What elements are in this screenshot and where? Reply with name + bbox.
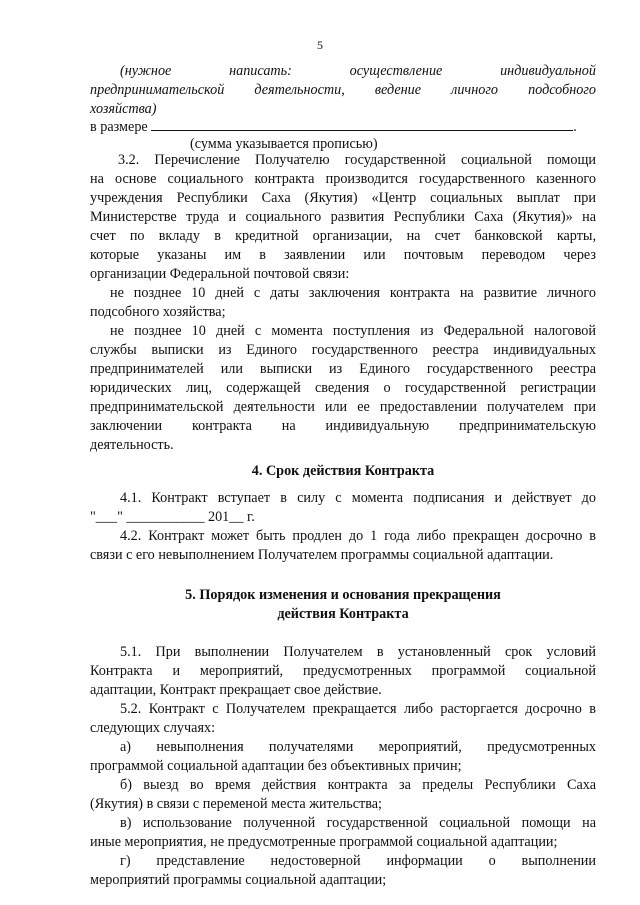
- note-line-1: (нужное написать: осуществление индивидуальной: [120, 63, 596, 79]
- section-5-heading-line-2: действия Контракта: [277, 606, 409, 622]
- item-deadline-2-line-3: предпринимателей или выписки из Единого государственного реестра: [90, 361, 596, 377]
- amount-line: [90, 117, 596, 137]
- item-g-line-1: г) представление недостоверной информации о выполнении: [120, 853, 596, 869]
- note-line-3: хозяйства): [90, 101, 157, 117]
- para-5-1-line-2: Контракта и мероприятий, предусмотренных программой социальной: [90, 663, 596, 679]
- item-a-line-2: программой социальной адаптации без объективных причин;: [90, 758, 462, 774]
- note-line-2: предпринимательской деятельности, ведение личного подсобного: [90, 82, 596, 98]
- item-deadline-1-line-2: подсобного хозяйства;: [90, 304, 226, 320]
- para-5-2-line-1: 5.2. Контракт с Получателем прекращается либо расторгается досрочно в: [120, 701, 596, 717]
- amount-hint: (сумма указывается прописью): [190, 136, 378, 152]
- para-4-1-line-1: 4.1. Контракт вступает в силу с момента подписания и действует до: [120, 490, 596, 506]
- para-3-2-line-5: счет по вкладу в кредитной организации, на счет банковской карты,: [90, 228, 596, 244]
- para-3-2-line-1: 3.2. Перечисление Получателю государственной социальной помощи: [118, 152, 596, 168]
- item-deadline-2-line-2: службы выписки из Единого государственного реестра индивидуальных: [90, 342, 596, 358]
- para-3-2-line-4: Министерстве труда и социального развития Республики Саха (Якутия)» на: [90, 209, 596, 225]
- para-3-2-line-6: которые указаны им в заявлении или почтовым переводом через: [90, 247, 596, 263]
- para-5-1-line-1: 5.1. При выполнении Получателем в установленный срок условий: [120, 644, 596, 660]
- item-deadline-2-line-1: не позднее 10 дней с момента поступления из Федеральной налоговой: [110, 323, 596, 339]
- amount-underline: [151, 117, 573, 131]
- amount-dot: .: [573, 119, 577, 135]
- para-5-1-line-3: адаптации, Контракт прекращает свое действие.: [90, 682, 382, 698]
- amount-label: в размере: [90, 119, 148, 135]
- item-deadline-2-line-6: заключении контракта на индивидуальную предпринимательскую: [90, 418, 596, 434]
- item-b-line-2: (Якутия) в связи с переменой места жительства;: [90, 796, 382, 812]
- para-3-2-line-7: организации Федеральной почтовой связи:: [90, 266, 350, 282]
- para-3-2-line-2: на основе социального контракта производится государственного казенного: [90, 171, 596, 187]
- para-4-2-line-1: 4.2. Контракт может быть продлен до 1 года либо прекращен досрочно в: [120, 528, 596, 544]
- section-5-heading-line-1: 5. Порядок изменения и основания прекращения: [185, 587, 501, 603]
- item-deadline-2-line-7: деятельность.: [90, 437, 174, 453]
- item-b-line-1: б) выезд во время действия контракта за пределы Республики Саха: [120, 777, 596, 793]
- item-deadline-2-line-4: юридических лиц, содержащей сведения о государственной регистрации: [90, 380, 596, 396]
- item-v-line-1: в) использование полученной государственной социальной помощи на: [120, 815, 596, 831]
- item-v-line-2: иные мероприятия, не предусмотренные программой социальной адаптации;: [90, 834, 558, 850]
- para-4-2-line-2: связи с его невыполнением Получателем программы социальной адаптации.: [90, 547, 554, 563]
- item-g-line-2: мероприятий программы социальной адаптации;: [90, 872, 387, 888]
- item-deadline-2-line-5: предпринимательской деятельности или ее предоставлении получателем при: [90, 399, 596, 415]
- section-4-heading: 4. Срок действия Контракта: [251, 463, 435, 479]
- para-5-2-line-2: следующих случаях:: [90, 720, 216, 736]
- page-number: 5: [317, 38, 323, 52]
- para-3-2-line-3: учреждения Республики Саха (Якутия) «Центр социальных выплат при: [90, 190, 596, 206]
- para-4-1-line-2: "___" ___________ 201__ г.: [90, 509, 255, 525]
- item-deadline-1-line-1: не позднее 10 дней с даты заключения контракта на развитие личного: [110, 285, 596, 301]
- item-a-line-1: а) невыполнения получателями мероприятий, предусмотренных: [120, 739, 596, 755]
